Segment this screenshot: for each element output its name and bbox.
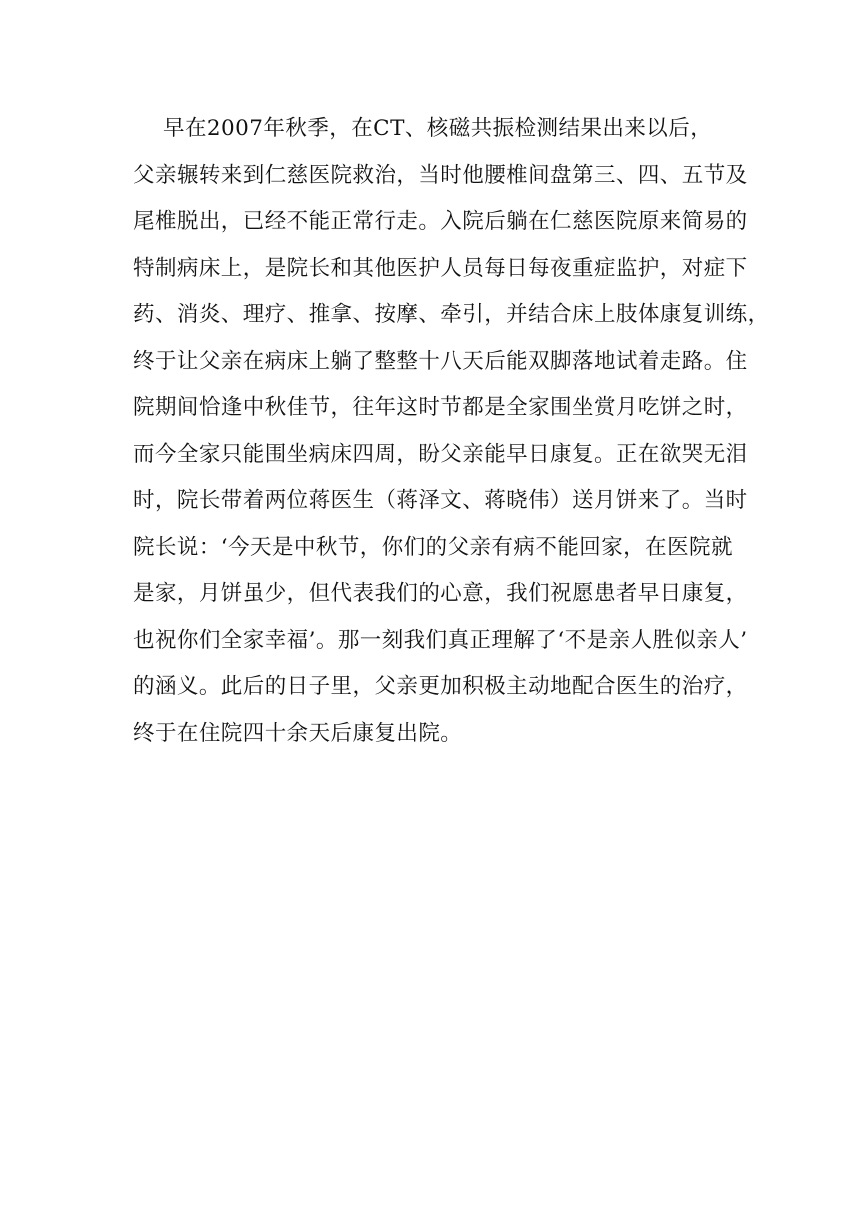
paragraph-line: 也祝你们全家幸福’。那一刻我们真正理解了‘不是亲人胜似亲人’ [133,627,748,653]
paragraph-line: 是家，月饼虽少，但代表我们的心意，我们祝愿患者早日康复， [133,581,748,606]
paragraph-line: 终于在住院四十余天后康复出院。 [133,720,463,746]
paragraph-line: 院期间恰逢中秋佳节，往年这时节都是全家围坐赏月吃饼之时， [133,395,748,420]
paragraph-line: 而今全家只能围坐病床四周，盼父亲能早日康复。正在欲哭无泪 [133,441,748,467]
paragraph-line: 的涵义。此后的日子里，父亲更加积极主动地配合医生的治疗， [133,674,748,699]
paragraph-line: 终于让父亲在病床上躺了整整十八天后能双脚落地试着走路。住 [133,348,748,374]
body-paragraph [133,106,770,757]
paragraph-line: 尾椎脱出，已经不能正常行走。入院后躺在仁慈医院原来简易的 [133,209,748,234]
paragraph-line: 早在2007年秋季，在CT、核磁共振检测结果出来以后， [163,116,713,141]
paragraph-line: 时，院长带着两位蒋医生（蒋泽文、蒋晓伟）送月饼来了。当时 [133,488,748,513]
paragraph-line: 父亲辗转来到仁慈医院救治，当时他腰椎间盘第三、四、五节及 [133,162,748,188]
paragraph-line: 药、消炎、理疗、推拿、按摩、牵引，并结合床上肢体康复训练， [133,302,770,327]
paragraph-line: 院长说：‘今天是中秋节，你们的父亲有病不能回家，在医院就 [133,534,733,560]
paragraph-line: 特制病床上，是院长和其他医护人员每日每夜重症监护，对症下 [133,255,748,281]
